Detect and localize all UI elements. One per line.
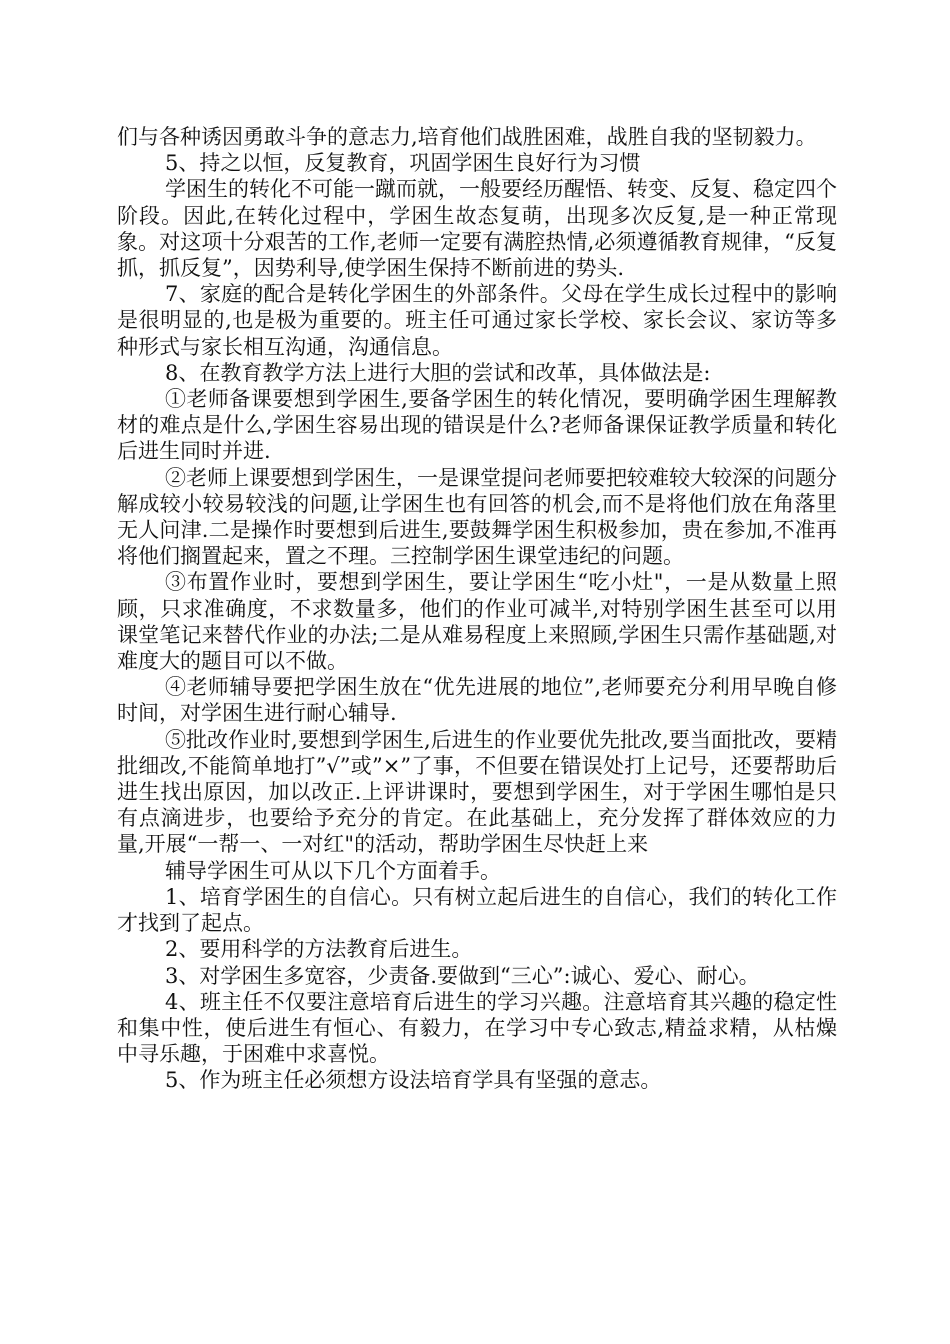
paragraph-8-teaching-reform: 8、在教育教学方法上进行大胆的尝试和改革，具体做法是: [165, 360, 711, 385]
paragraph-item-3-homework: ③布置作业时，要想到学困生，要让学困生“吃小灶"，一是从数量上照顾，只求准确度，不求数量多，他们的作业可减半,对特别学困生甚至可以用课堂笔记来替代作业的办法;二是从难易程度上来照顾,学困生只需作基础题,对难度大的题目可以不做。 [117, 570, 837, 674]
paragraph-transformation-stages: 学困生的转化不可能一蹴而就，一般要经历醒悟、转变、反复、稳定四个阶段。因此,在转化过程中，学困生故态复萌，出现多次反复,是一种正常现象。对这项十分艰苦的工作,老师一定要有满腔热情,必须遵循教育规律，“反复抓，抓反复”，因势利导,使学困生保持不断前进的势头. [117, 177, 837, 281]
paragraph-tutoring-aspects-intro: 辅导学困生可从以下几个方面着手。 [165, 858, 501, 883]
document-body [117, 124, 837, 1094]
paragraph-heading-5-persistence: 5、持之以恒，反复教育，巩固学困生良好行为习惯 [165, 151, 641, 176]
paragraph-item-5-grading: ⑤批改作业时,要想到学困生,后进生的作业要优先批改,要当面批改，要精批细改,不能简单地打”√”或”×”了事，不但要在错误处打上记号，还要帮助后进生找出原因，加以改正.上评讲课时，要想到学困生，对于学困生哪怕是只有点滴进步，也要给予充分的肯定。在此基础上，充分发挥了群体效应的力量,开展“一帮一、一对红"的活动，帮助学困生尽快赶上来 [117, 727, 837, 857]
paragraph-aspect-5-will: 5、作为班主任必须想方设法培育学具有坚强的意志。 [165, 1068, 662, 1093]
paragraph-item-2-in-class: ②老师上课要想到学困生，一是课堂提问老师要把较难较大较深的问题分解成较小较易较浅的问题,让学困生也有回答的机会,而不是将他们放在角落里无人问津.二是操作时要想到后进生,要鼓舞学困生积极参加，贵在参加,不准再将他们搁置起来，置之不理。三控制学困生课堂违纪的问题。 [117, 465, 837, 569]
paragraph-aspect-3-tolerance: 3、对学困生多宽容，少责备.要做到“三心”:诚心、爱心、耐心。 [165, 963, 760, 988]
paragraph-willpower-continuation: 们与各种诱因勇敢斗争的意志力,培育他们战胜困难，战胜自我的坚韧毅力。 [117, 125, 817, 149]
paragraph-7-family-cooperation: 7、家庭的配合是转化学困生的外部条件。父母在学生成长过程中的影响是很明显的,也是极为重要的。班主任可通过家长学校、家长会议、家访等多种形式与家长相互沟通，沟通信息。 [117, 282, 837, 359]
paragraph-aspect-1-confidence: 1、培育学困生的自信心。只有树立起后进生的自信心，我们的转化工作才找到了起点。 [117, 884, 837, 936]
paragraph-aspect-4-interest: 4、班主任不仅要注意培育后进生的学习兴趣。注意培育其兴趣的稳定性和集中性，使后进生有恒心、有毅力，在学习中专心致志,精益求精，从枯燥中寻乐趣，于困难中求喜悦。 [117, 989, 837, 1067]
paragraph-aspect-2-scientific-method: 2、要用科学的方法教育后进生。 [165, 937, 473, 962]
paragraph-item-1-lesson-prep: ①老师备课要想到学困生,要备学困生的转化情况，要明确学困生理解教材的难点是什么,学困生容易出现的错误是什么?老师备课保证教学质量和转化后进生同时并进. [117, 387, 837, 464]
paragraph-item-4-tutoring: ④老师辅导要把学困生放在“优先进展的地位”,老师要充分利用早晚自修时间，对学困生进行耐心辅导. [117, 675, 837, 726]
